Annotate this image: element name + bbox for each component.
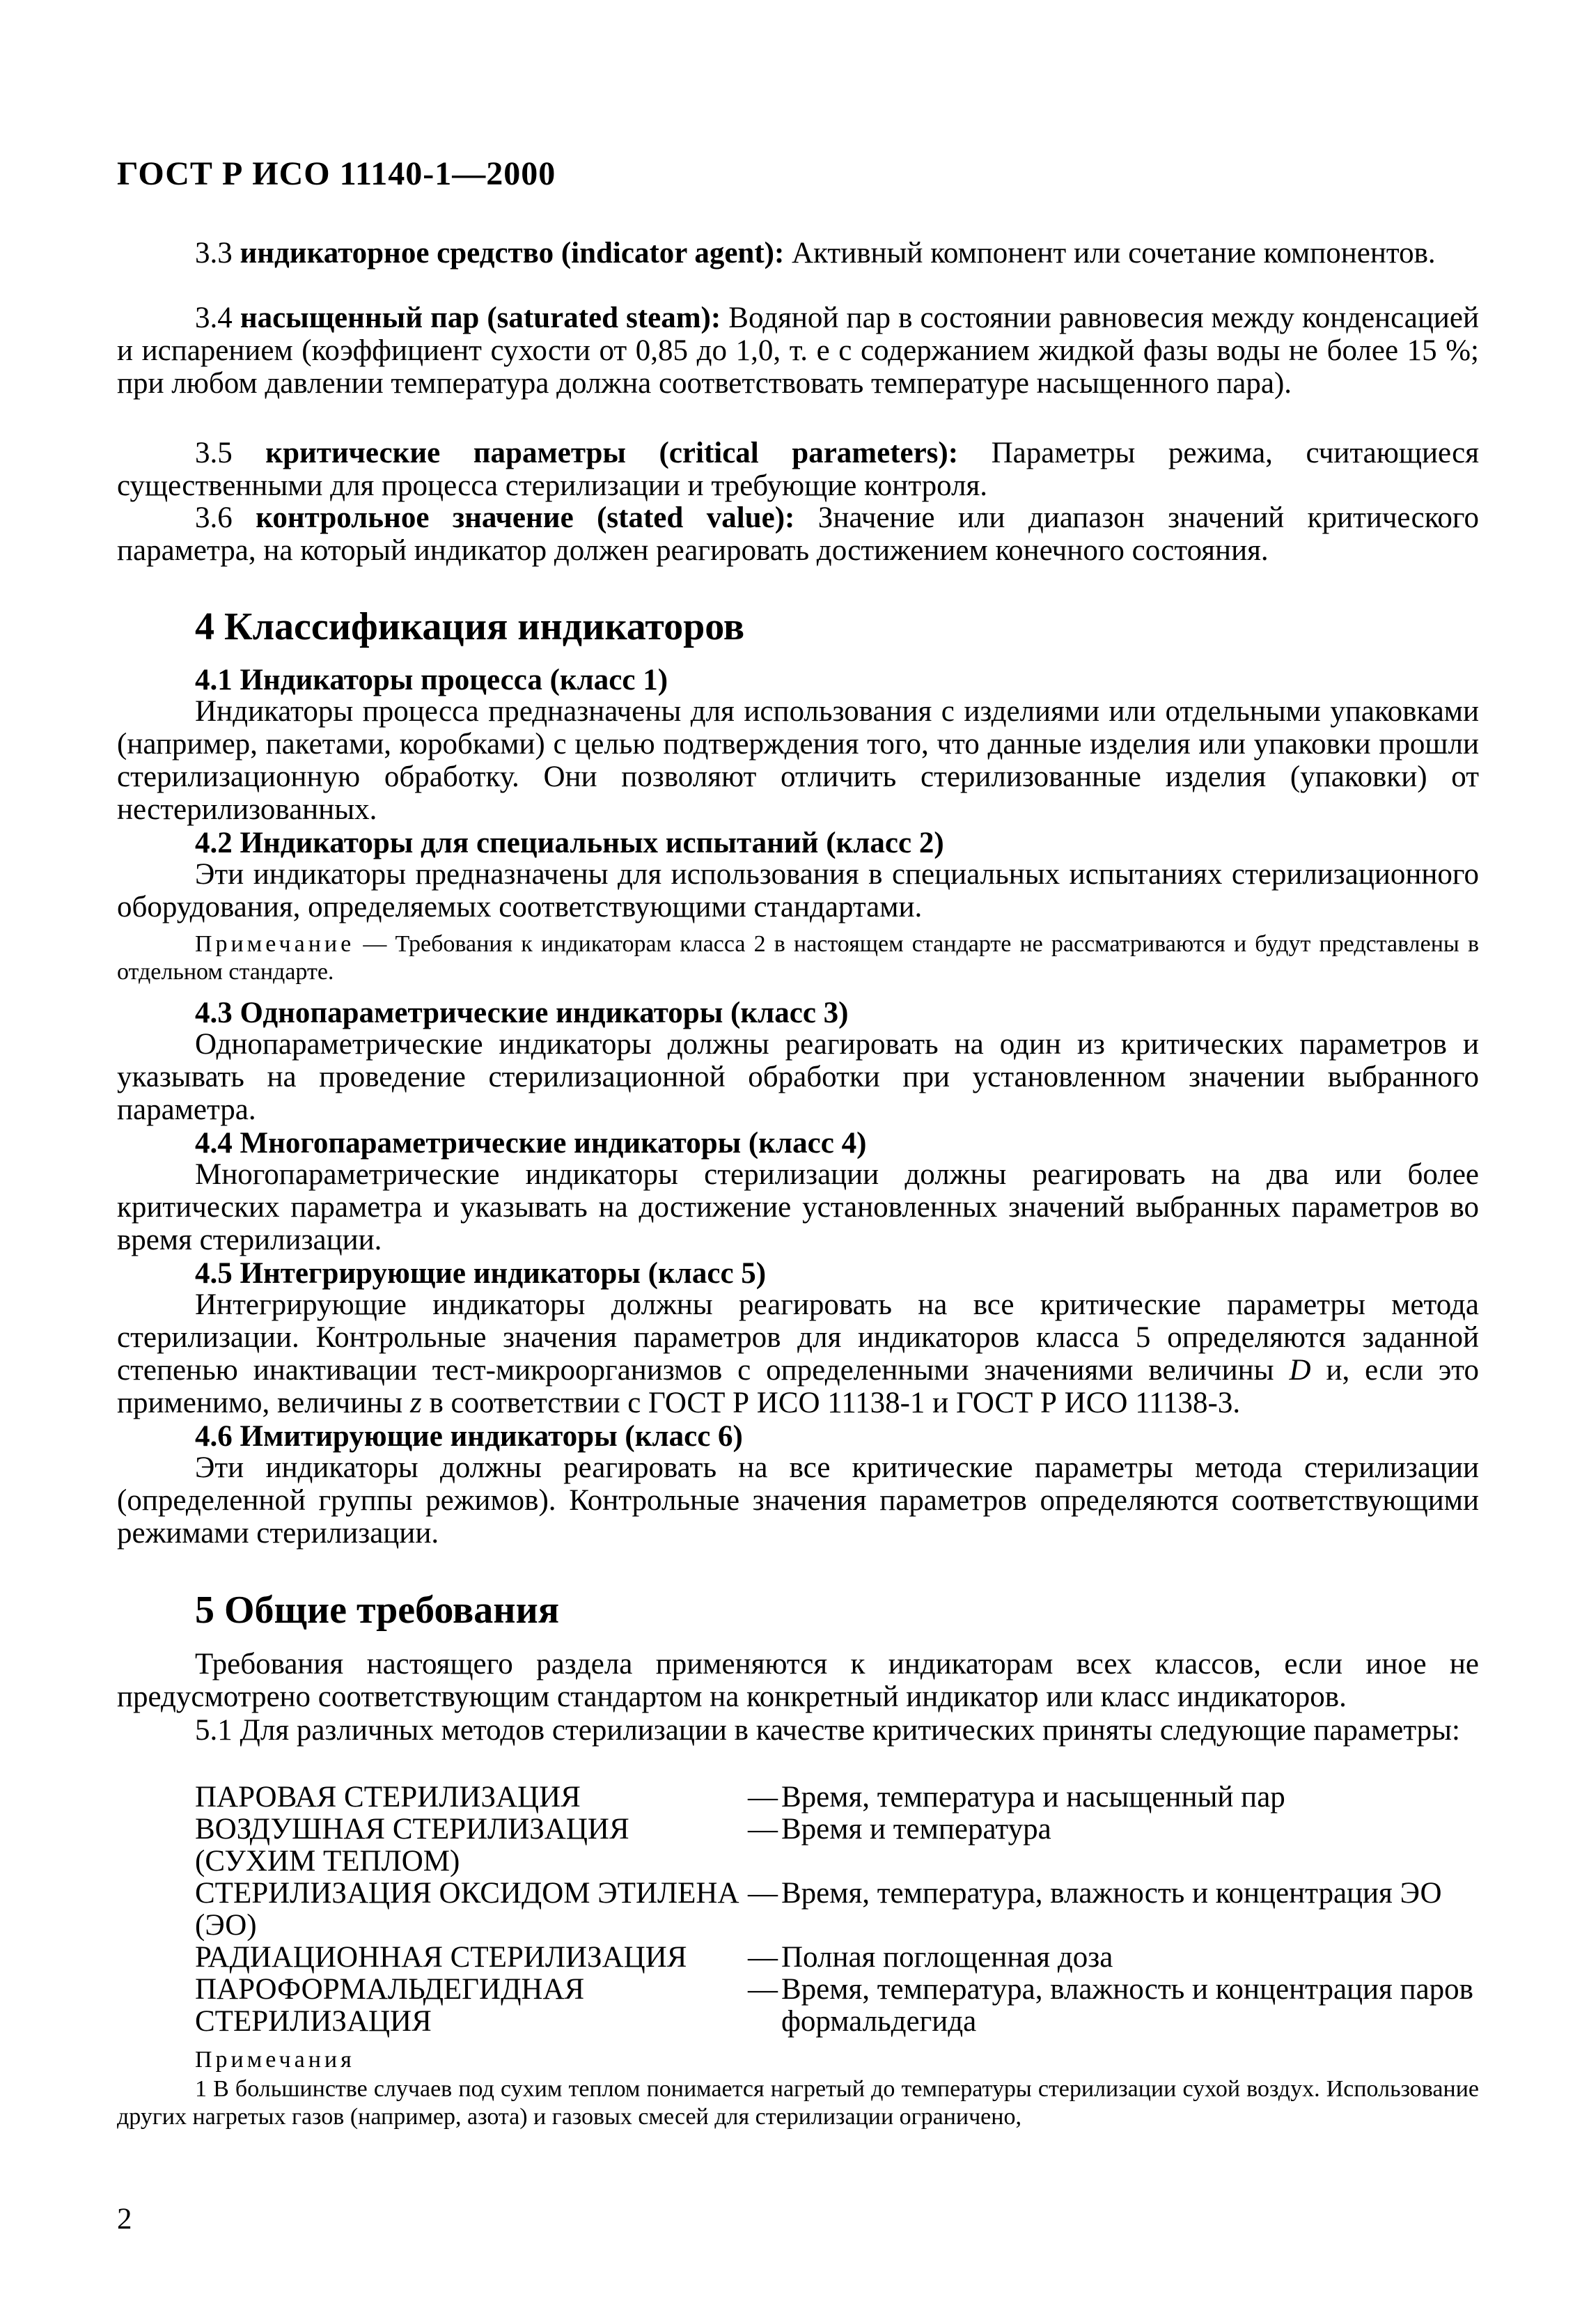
page-number: 2 bbox=[117, 2203, 132, 2236]
term: насыщенный пар (saturated steam): bbox=[240, 302, 721, 334]
method-params: — Время, температура, влажность и концентрация паров формальдегида bbox=[748, 1973, 1473, 2038]
method-params: — Время, температура, влажность и концентрация ЭО bbox=[748, 1877, 1442, 1910]
paragraph-4-2: Эти индикаторы предназначены для использования в специальных испытаниях стерилизационного оборудования, определяемых соответствующими стандартами. bbox=[117, 858, 1479, 923]
method-name: СТЕРИЛИЗАЦИЯ ОКСИДОМ ЭТИЛЕНА (ЭО) bbox=[195, 1877, 739, 1942]
section-5-heading: 5 Общие требования bbox=[195, 1589, 560, 1632]
method-name: ПАРОФОРМАЛЬДЕГИДНАЯ СТЕРИЛИЗАЦИЯ bbox=[195, 1973, 585, 2038]
definition-3-4: 3.4 насыщенный пар (saturated steam): Водяной пар в состоянии равновесия между конденсацией и испарением (коэффициент сухости от 0,85 до 1,0, т. е с содержанием жидкой фазы воды не более 15 %; при любом давлении температура должна соответствовать температуре насыщенного пара). bbox=[117, 302, 1479, 400]
note-label: Примечание bbox=[195, 931, 355, 957]
paragraph-4-1: Индикаторы процесса предназначены для использования с изделиями или отдельными упаковками (например, пакетами, коробками) с целью подтверждения того, что данные изделия или упаковки прошли стерилизационную обработку. Они позволяют отличить стерилизованные изделия (упаковки) от нестерилизованных. bbox=[117, 695, 1479, 826]
method-name: РАДИАЦИОННАЯ СТЕРИЛИЗАЦИЯ bbox=[195, 1941, 687, 1974]
subsection-4-4-heading: 4.4 Многопараметрические индикаторы (класс 4) bbox=[195, 1127, 867, 1160]
paragraph-5-1: 5.1 Для различных методов стерилизации в качестве критических приняты следующие параметры: bbox=[195, 1714, 1460, 1747]
method-params: — Полная поглощенная доза bbox=[748, 1941, 1113, 1974]
paragraph-4-6: Эти индикаторы должны реагировать на все критические параметры метода стерилизации (определенной группы режимов). Контрольные значения параметров определяются соответствующими режимами стерилизации. bbox=[117, 1451, 1479, 1550]
document-header: ГОСТ Р ИСО 11140-1—2000 bbox=[117, 155, 556, 192]
method-params: — Время, температура и насыщенный пар bbox=[748, 1781, 1285, 1814]
subsection-4-3-heading: 4.3 Однопараметрические индикаторы (класс 3) bbox=[195, 997, 849, 1029]
definition-3-3: 3.3 индикаторное средство (indicator agent): Активный компонент или сочетание компонентов. bbox=[195, 237, 1436, 270]
note-1: 1 В большинстве случаев под сухим теплом понимается нагретый до температуры стерилизации сухой воздух. Использование других нагретых газов (например, азота) и газовых смесей для стерилизации ограничено, bbox=[117, 2076, 1479, 2130]
paragraph-4-3: Однопараметрические индикаторы должны реагировать на один из критических параметров и указывать на проведение стерилизационной обработки при установленном значении выбранного параметра. bbox=[117, 1028, 1479, 1126]
subsection-4-6-heading: 4.6 Имитирующие индикаторы (класс 6) bbox=[195, 1420, 743, 1453]
paragraph-4-4: Многопараметрические индикаторы стерилизации должны реагировать на два или более критических параметра и указывать на достижение установленных значений выбранных параметров во время стерилизации. bbox=[117, 1158, 1479, 1256]
method-name: ПАРОВАЯ СТЕРИЛИЗАЦИЯ bbox=[195, 1781, 581, 1814]
section-4-heading: 4 Классификация индикаторов bbox=[195, 605, 745, 648]
term: контрольное значение (stated value): bbox=[256, 501, 795, 534]
subsection-4-2-heading: 4.2 Индикаторы для специальных испытаний (класс 2) bbox=[195, 827, 944, 859]
term: критические параметры (critical parameters): bbox=[265, 437, 959, 469]
notes-label: Примечания bbox=[195, 2047, 355, 2073]
definition-3-5: 3.5 критические параметры (critical parameters): Параметры режима, считающиеся существенными для процесса стерилизации и требующие контроля. bbox=[117, 437, 1479, 502]
paragraph-5-intro: Требования настоящего раздела применяются к индикаторам всех классов, если иное не предусмотрено соответствующим стандартом на конкретный индикатор или класс индикаторов. bbox=[117, 1648, 1479, 1713]
method-name: ВОЗДУШНАЯ СТЕРИЛИЗАЦИЯ (СУХИМ ТЕПЛОМ) bbox=[195, 1813, 629, 1878]
term: индикаторное средство (indicator agent): bbox=[240, 237, 785, 270]
subsection-4-1-heading: 4.1 Индикаторы процесса (класс 1) bbox=[195, 664, 668, 696]
subsection-4-5-heading: 4.5 Интегрирующие индикаторы (класс 5) bbox=[195, 1257, 767, 1290]
note-4-2: Примечание — Требования к индикаторам класса 2 в настоящем стандарте не рассматриваются и будут представлены в отдельном стандарте. bbox=[117, 931, 1479, 985]
paragraph-4-5: Интегрирующие индикаторы должны реагировать на все критические параметры метода стерилизации. Контрольные значения параметров для индикаторов класса 5 определяются заданной степенью инактивации тест-микроорганизмов с определенными значениями величины D и, если это применимо, величины z в соответствии с ГОСТ Р ИСО 11138-1 и ГОСТ Р ИСО 11138-3. bbox=[117, 1288, 1479, 1419]
definition-3-6: 3.6 контрольное значение (stated value): Значение или диапазон значений критического параметра, на который индикатор должен реагировать достижением конечного состояния. bbox=[117, 501, 1479, 567]
method-params: — Время и температура bbox=[748, 1813, 1051, 1846]
